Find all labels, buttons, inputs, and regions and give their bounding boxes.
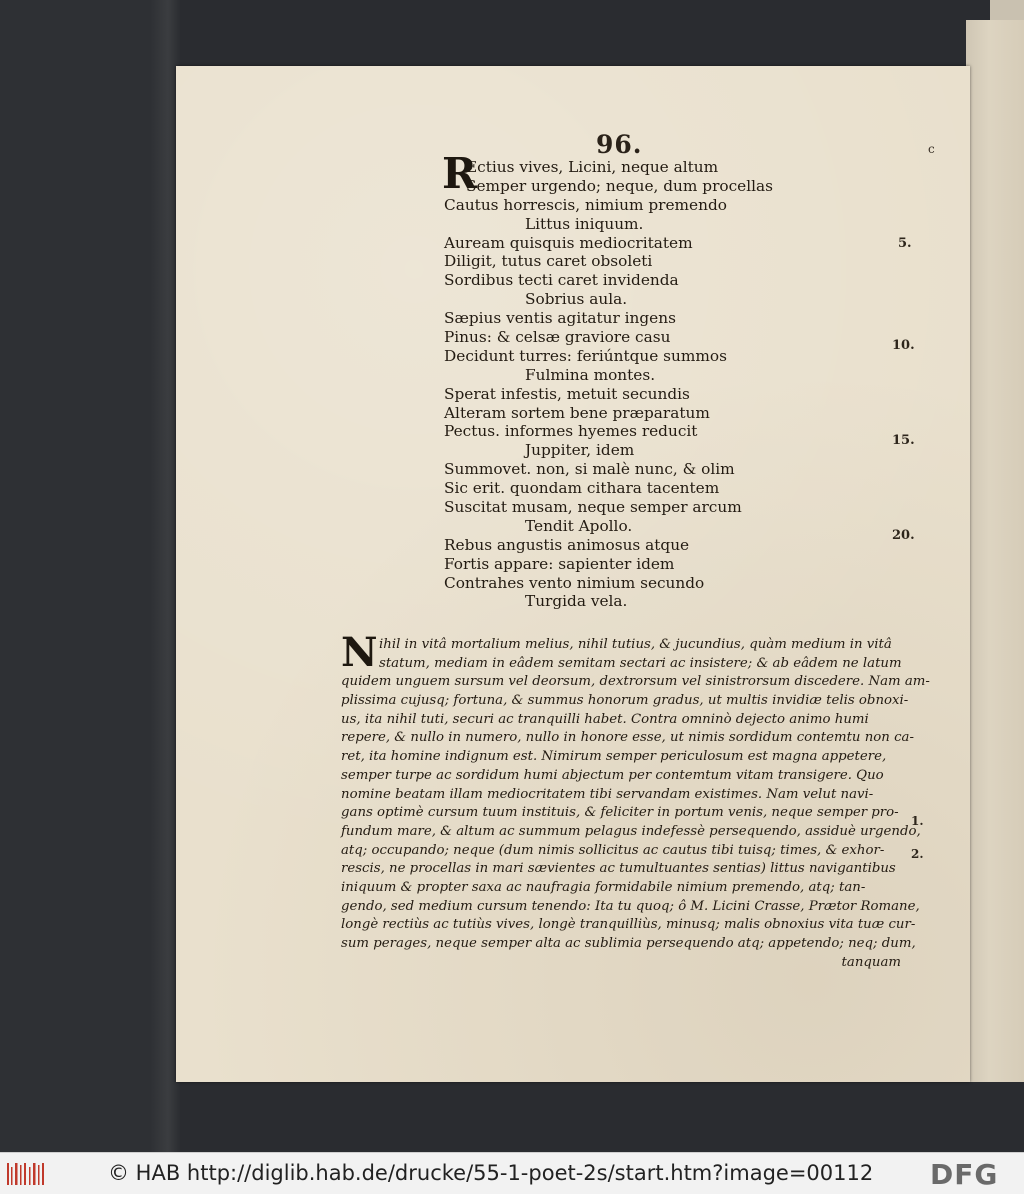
poem-line: Decidunt turres: feriúntque summos xyxy=(444,346,727,365)
poem-line: Fortis appare: sapienter idem xyxy=(444,554,675,573)
poem-line: Fulmina montes. xyxy=(525,365,656,384)
line-number: 5. xyxy=(898,236,912,251)
poem-line: Summovet. non, si malè nunc, & olim xyxy=(444,460,735,479)
poem-line: Contrahes vento nimium secundo xyxy=(444,573,705,592)
commentary-line: ret, ita homine indignum est. Nimirum semper periculosum est magna appetere, xyxy=(341,749,887,765)
poem-line: Suscitat musam, neque semper arcum xyxy=(444,498,742,517)
commentary-line: semper turpe ac sordidum humi abjectum per contemtum vitam transigere. Quo xyxy=(341,767,884,783)
commentary-drop-cap: N xyxy=(341,629,378,676)
poem-line: Pectus. informes hyemes reducit xyxy=(444,422,698,441)
poem-drop-cap: R xyxy=(442,149,477,198)
poem-line: Sperat infestis, metuit secundis xyxy=(444,384,690,403)
commentary-line: atq; occupando; neque (dum nimis sollicitus ac cautus tibi tuisq; times, & exhor- xyxy=(341,842,885,858)
commentary-line: iniquum & propter saxa ac naufragia formidabile nimium premendo, atq; tan- xyxy=(341,879,866,895)
commentary-line: us, ita nihil tuti, securi ac tranquilli habet. Contra omninò dejecto animo humi xyxy=(341,711,869,727)
facing-page xyxy=(966,20,1024,1082)
commentary-line: repere, & nullo in numero, nullo in honore esse, ut nimis sordidum contemtu non ca- xyxy=(341,730,914,746)
commentary-line: ihil in vitâ mortalium melius, nihil tutius, & jucundius, quàm medium in vitâ xyxy=(379,637,892,652)
poem xyxy=(442,149,864,611)
poem-line: Pinus: & celsæ graviore casu xyxy=(444,328,671,347)
poem-line: Sic erit. quondam cithara tacentem xyxy=(444,479,720,498)
poem-line: Auream quisquis mediocritatem xyxy=(444,233,693,252)
margin-number: 1. xyxy=(911,814,924,828)
poem-line: Littus iniquum. xyxy=(525,214,644,233)
commentary-line: rescis, ne procellas in mari sævientes ac tumultuantes sentias) littus navigantibus xyxy=(341,861,896,877)
poem-line: Diligit, tutus caret obsoleti xyxy=(444,252,653,271)
commentary-line: nomine beatam illam mediocritatem tibi servandam existimes. Nam velut navi- xyxy=(341,786,874,802)
line-number: 15. xyxy=(892,433,915,448)
corner-mark: c xyxy=(928,142,935,156)
line-number: 10. xyxy=(892,338,915,353)
commentary xyxy=(341,629,930,972)
poem-line: Turgida vela. xyxy=(525,592,628,611)
poem-line: Cautus horrescis, nimium premendo xyxy=(444,195,727,214)
poem-line: Semper urgendo; neque, dum procellas xyxy=(466,176,773,195)
poem-line: Juppiter, idem xyxy=(525,441,635,460)
commentary-line: sum perages, neque semper alta ac sublimia persequendo atq; appetendo; neq; dum, xyxy=(341,936,916,951)
page-number: 96. xyxy=(596,130,643,159)
poem-line: Rebus angustis animosus atque xyxy=(444,535,690,554)
poem-lines xyxy=(444,158,864,611)
book-page xyxy=(176,66,970,1082)
catchword: tanquam xyxy=(841,954,901,970)
poem-line: Ectius vives, Licini, neque altum xyxy=(466,158,719,176)
margin-number: 2. xyxy=(911,847,924,861)
commentary-line: fundum mare, & altum ac summum pelagus indefessè persequendo, assiduè urgendo, xyxy=(341,823,921,839)
line-number: 20. xyxy=(892,528,915,543)
barcode-icon xyxy=(6,1161,46,1187)
poem-line: Sæpius ventis agitatur ingens xyxy=(444,309,676,328)
copyright-url[interactable]: © HAB http://diglib.hab.de/drucke/55-1-poet-2s/start.htm?image=00112 xyxy=(108,1161,874,1185)
commentary-line: plissima cujusq; fortuna, & summus honorum gradus, ut multis invidiæ telis obnoxi- xyxy=(341,693,909,709)
poem-line: Sordibus tecti caret invidenda xyxy=(444,271,679,290)
commentary-line: gendo, sed medium cursum tenendo: Ita tu quoq; ô M. Licini Crasse, Prætor Romane, xyxy=(341,898,920,914)
commentary-lines xyxy=(341,636,930,972)
commentary-line: gans optimè cursum tuum instituis, & feliciter in portum venis, neque semper pro- xyxy=(341,805,899,821)
poem-line: Alteram sortem bene præparatum xyxy=(444,403,710,422)
scanner-background xyxy=(0,0,175,1152)
commentary-line: statum, mediam in eâdem semitam sectari ac insistere; & ab eâdem ne latum xyxy=(379,655,902,671)
commentary-line: longè rectiùs ac tutiùs vives, longè tranquilliùs, minusq; malis obnoxius vita tuæ cur- xyxy=(341,917,916,933)
dfg-logo: DFG xyxy=(930,1158,999,1191)
poem-line: Tendit Apollo. xyxy=(525,516,633,535)
footer-bar xyxy=(0,1152,1024,1194)
commentary-line: quidem unguem sursum vel deorsum, dextrorsum vel sinistrorsum discedere. Nam am- xyxy=(341,674,930,690)
poem-line: Sobrius aula. xyxy=(525,290,628,309)
